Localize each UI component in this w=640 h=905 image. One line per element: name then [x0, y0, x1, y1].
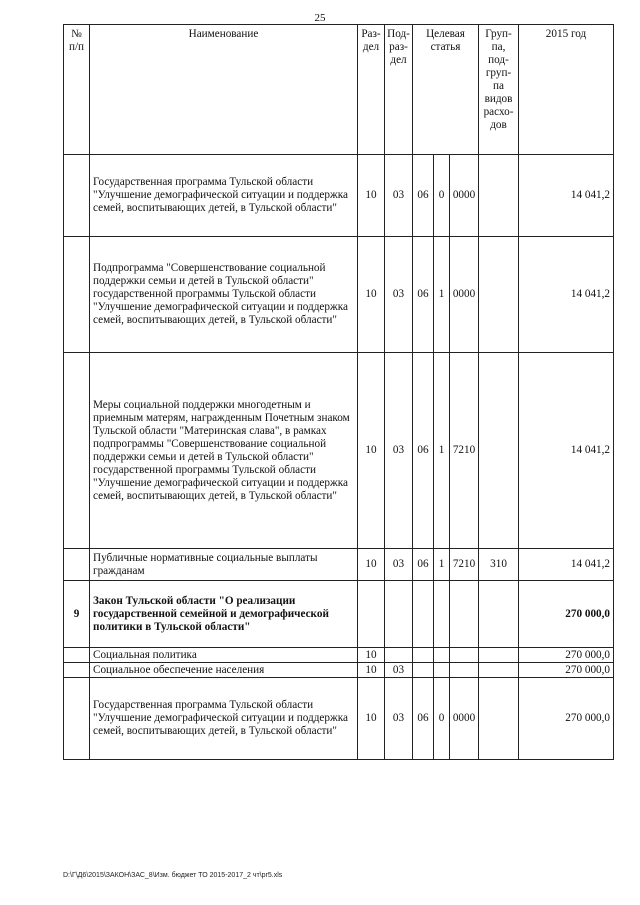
table-row: [64, 678, 614, 760]
row-cs-direction: [450, 581, 479, 648]
budget-table: [63, 24, 614, 760]
row-name: Социальное обеспечение населения: [90, 663, 358, 678]
row-name: Государственная программа Тульской области "Улучшение демографической ситуации и поддержка семей, воспитывающих детей, в Тульской области": [90, 678, 358, 760]
header-name: Наименование: [90, 25, 358, 155]
row-cs-subprogram: 1: [434, 549, 450, 581]
header-celevaya-statya: Целевая статья: [413, 25, 479, 155]
row-name: Подпрограмма "Совершенствование социальной поддержки семьи и детей в Тульской области" государственной программы Тульской области "Улучшение демографической ситуации и поддержка семей, воспитывающих детей, в Тульской области": [90, 237, 358, 353]
row-amount: 270 000,0: [519, 648, 614, 663]
table-row: [64, 237, 614, 353]
row-vid-rashodov: [479, 581, 519, 648]
row-cs-direction: [450, 663, 479, 678]
row-num: [64, 663, 90, 678]
row-cs-subprogram: 0: [434, 678, 450, 760]
row-podrazdel: 03: [385, 155, 413, 237]
row-num: [64, 155, 90, 237]
header-podrazdel: Под- раз- дел: [385, 25, 413, 155]
row-cs-subprogram: [434, 581, 450, 648]
row-num: [64, 237, 90, 353]
row-amount: 270 000,0: [519, 678, 614, 760]
row-cs-program: 06: [413, 678, 434, 760]
row-vid-rashodov: [479, 155, 519, 237]
row-cs-program: [413, 648, 434, 663]
row-name: Публичные нормативные социальные выплаты гражданам: [90, 549, 358, 581]
row-vid-rashodov: [479, 237, 519, 353]
row-podrazdel: 03: [385, 663, 413, 678]
row-amount: 14 041,2: [519, 549, 614, 581]
row-cs-direction: 0000: [450, 237, 479, 353]
row-podrazdel: 03: [385, 678, 413, 760]
row-cs-subprogram: [434, 663, 450, 678]
table-row: [64, 353, 614, 549]
row-num: [64, 353, 90, 549]
row-podrazdel: 03: [385, 549, 413, 581]
row-amount: 270 000,0: [519, 663, 614, 678]
row-cs-direction: [450, 648, 479, 663]
row-vid-rashodov: [479, 663, 519, 678]
row-name: Меры социальной поддержки многодетным и приемным матерям, награжденным Почетным знаком Тульской области "Материнская слава", в рамках подпрограммы "Совершенствование социальной поддержки семьи и детей в Тульской области" государственной программы Тульской области "Улучшение демографической ситуации и поддержка семей, воспитывающих детей, в Тульской области": [90, 353, 358, 549]
row-name: Закон Тульской области "О реализации государственной семейной и демографической политики в Тульской области": [90, 581, 358, 648]
row-razdel: 10: [358, 155, 385, 237]
row-cs-subprogram: [434, 648, 450, 663]
row-amount: 14 041,2: [519, 155, 614, 237]
row-cs-subprogram: 1: [434, 237, 450, 353]
row-num: 9: [64, 581, 90, 648]
header-num: № п/п: [64, 25, 90, 155]
header-vid-rashodov: Груп- па, под- груп- па видов расхо- дов: [479, 25, 519, 155]
row-name: Государственная программа Тульской области "Улучшение демографической ситуации и поддержка семей, воспитывающих детей, в Тульской области": [90, 155, 358, 237]
row-cs-program: 06: [413, 353, 434, 549]
row-razdel: 10: [358, 353, 385, 549]
row-num: [64, 678, 90, 760]
row-cs-program: 06: [413, 549, 434, 581]
table-row: [64, 648, 614, 663]
table-row: [64, 155, 614, 237]
row-podrazdel: 03: [385, 237, 413, 353]
table-row: [64, 581, 614, 648]
row-num: [64, 648, 90, 663]
row-cs-direction: 0000: [450, 155, 479, 237]
table-row: [64, 549, 614, 581]
row-cs-direction: 7210: [450, 353, 479, 549]
row-razdel: 10: [358, 648, 385, 663]
page-number: 25: [314, 12, 326, 24]
header-razdel: Раз- дел: [358, 25, 385, 155]
row-razdel: 10: [358, 237, 385, 353]
header-row: [64, 25, 614, 155]
row-cs-program: 06: [413, 155, 434, 237]
header-year: 2015 год: [519, 25, 614, 155]
row-cs-program: [413, 581, 434, 648]
row-razdel: 10: [358, 678, 385, 760]
row-razdel: 10: [358, 663, 385, 678]
row-podrazdel: [385, 581, 413, 648]
row-amount: 270 000,0: [519, 581, 614, 648]
row-amount: 14 041,2: [519, 237, 614, 353]
row-num: [64, 549, 90, 581]
row-vid-rashodov: [479, 678, 519, 760]
row-cs-subprogram: 0: [434, 155, 450, 237]
footer-file-path: D:\Г\Д6\2015\ЗАКОН\ЗАС_8\Изм. бюджет ТО 2015-2017_2 чт\pr5.xls: [63, 872, 283, 879]
row-name: Социальная политика: [90, 648, 358, 663]
row-vid-rashodov: [479, 648, 519, 663]
row-podrazdel: [385, 648, 413, 663]
row-podrazdel: 03: [385, 353, 413, 549]
row-amount: 14 041,2: [519, 353, 614, 549]
row-vid-rashodov: [479, 353, 519, 549]
row-vid-rashodov: 310: [479, 549, 519, 581]
row-cs-subprogram: 1: [434, 353, 450, 549]
row-cs-program: 06: [413, 237, 434, 353]
row-razdel: 10: [358, 549, 385, 581]
row-cs-direction: 7210: [450, 549, 479, 581]
table-row: [64, 663, 614, 678]
row-razdel: [358, 581, 385, 648]
row-cs-direction: 0000: [450, 678, 479, 760]
row-cs-program: [413, 663, 434, 678]
